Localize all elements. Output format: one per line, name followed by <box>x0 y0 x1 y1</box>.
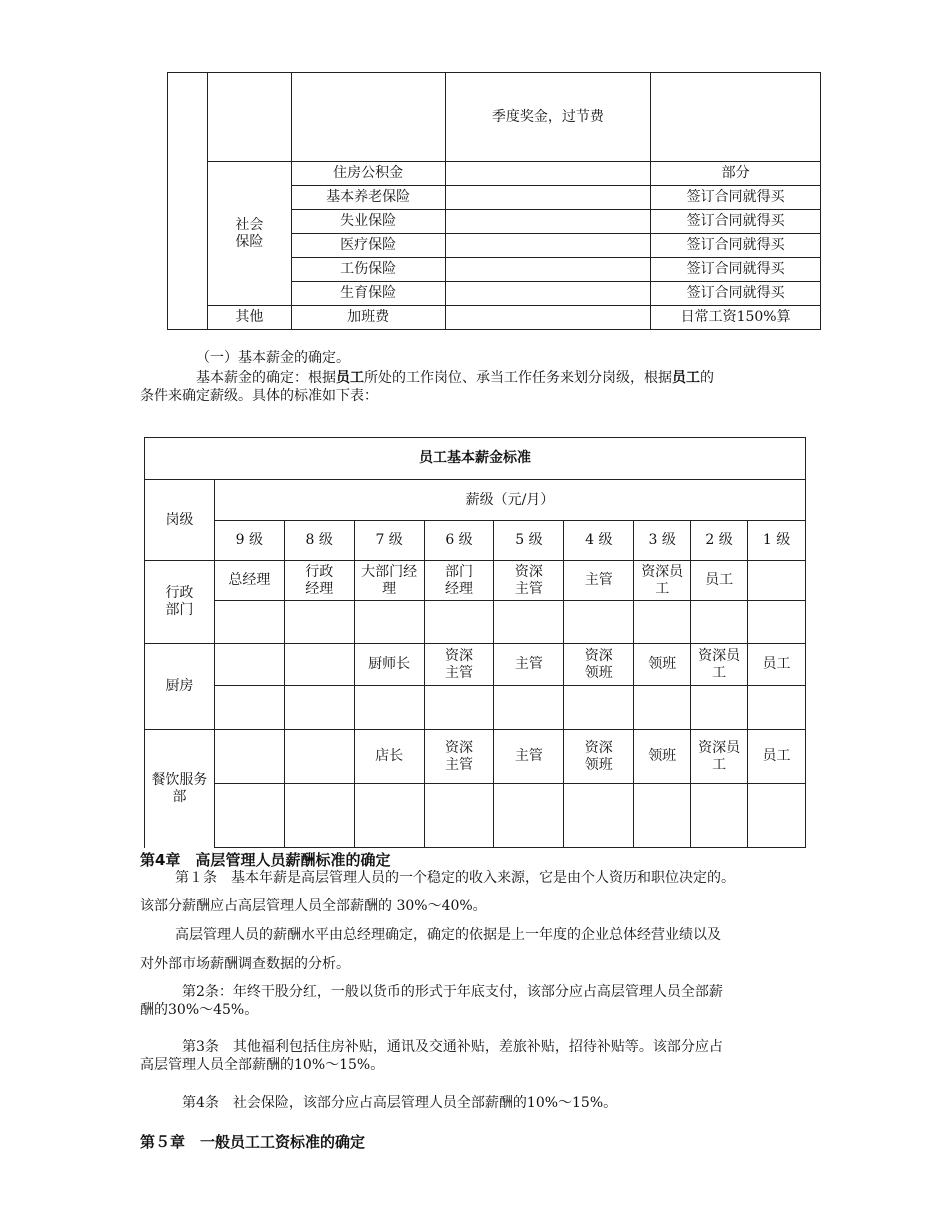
salary-cell <box>424 686 494 730</box>
section-paragraph-line: 条件来确定薪级。具体的标准如下表： <box>140 388 378 404</box>
article-1-line: 第１条 基本年薪是高层管理人员的一个稳定的收入来源，它是由个人资历和职位决定的。 <box>175 870 735 886</box>
grade-label: 5 级 <box>494 521 564 561</box>
salary-cell: 资深 主管 <box>494 561 564 601</box>
salary-cell <box>284 601 354 644</box>
salary-cell <box>214 686 284 730</box>
salary-cell: 总经理 <box>214 561 284 601</box>
table-title: 员工基本薪金标准 <box>145 438 806 480</box>
salary-cell <box>284 784 354 848</box>
salary-cell: 员工 <box>691 561 748 601</box>
salary-cell: 资深 领班 <box>564 644 634 686</box>
other-group: 其他 <box>207 306 291 330</box>
grade-header: 薪级（元/月） <box>214 480 805 521</box>
department-name: 行政 部门 <box>145 561 215 644</box>
grade-label: 8 级 <box>284 521 354 561</box>
salary-cell <box>284 644 354 686</box>
salary-standard-table <box>144 437 806 848</box>
salary-cell: 行政 经理 <box>284 561 354 601</box>
salary-cell <box>494 784 564 848</box>
salary-cell <box>564 686 634 730</box>
blank-left-column <box>168 73 208 330</box>
salary-cell: 员工 <box>748 730 806 784</box>
salary-cell: 主管 <box>494 644 564 686</box>
benefit-note: 部分 <box>651 162 821 186</box>
department-name: 厨房 <box>145 644 215 730</box>
grade-label: 3 级 <box>634 521 691 561</box>
salary-cell: 资深员 工 <box>691 644 748 686</box>
salary-cell <box>691 686 748 730</box>
article-1b-line: 高层管理人员的薪酬水平由总经理确定，确定的依据是上一年度的企业总体经营业绩以及 <box>175 927 721 943</box>
salary-cell <box>691 784 748 848</box>
benefit-note: 签订合同就得买 <box>651 234 821 258</box>
benefit-item: 生育保险 <box>291 282 445 306</box>
salary-cell <box>691 601 748 644</box>
grade-label: 7 级 <box>354 521 424 561</box>
benefit-item: 基本养老保险 <box>291 186 445 210</box>
grade-label: 9 级 <box>214 521 284 561</box>
salary-cell <box>354 601 424 644</box>
article-1b-line: 对外部市场薪酬调查数据的分析。 <box>140 956 350 972</box>
salary-cell <box>748 784 806 848</box>
salary-cell: 主管 <box>494 730 564 784</box>
grade-label: 4 级 <box>564 521 634 561</box>
grade-label: 2 级 <box>691 521 748 561</box>
benefit-item: 失业保险 <box>291 210 445 234</box>
section-heading: （一）基本薪金的确定。 <box>196 350 350 366</box>
salary-cell <box>748 601 806 644</box>
article-1-line: 该部分薪酬应占高层管理人员全部薪酬的 30%～40%。 <box>140 898 487 914</box>
grade-label: 6 级 <box>424 521 494 561</box>
salary-cell <box>424 784 494 848</box>
benefit-item: 加班费 <box>291 306 445 330</box>
chapter-4-title: 第4章 高层管理人员薪酬标准的确定 <box>140 851 391 869</box>
bonus-note: 季度奖金，过节费 <box>445 73 651 162</box>
salary-cell: 领班 <box>634 644 691 686</box>
salary-cell <box>748 561 806 601</box>
salary-cell: 店长 <box>354 730 424 784</box>
salary-cell <box>748 686 806 730</box>
salary-cell: 资深 主管 <box>424 730 494 784</box>
salary-cell <box>494 601 564 644</box>
salary-cell <box>284 730 354 784</box>
salary-cell <box>494 686 564 730</box>
salary-cell <box>354 686 424 730</box>
article-2-line: 酬的30%～45%。 <box>140 1002 259 1018</box>
salary-cell <box>214 644 284 686</box>
salary-cell: 员工 <box>748 644 806 686</box>
salary-cell <box>634 686 691 730</box>
salary-cell: 领班 <box>634 730 691 784</box>
salary-cell: 大部门经 理 <box>354 561 424 601</box>
benefits-table <box>167 72 821 330</box>
salary-cell: 资深 主管 <box>424 644 494 686</box>
salary-cell <box>284 686 354 730</box>
chapter-5-title: 第５章 一般员工工资标准的确定 <box>140 1133 366 1151</box>
benefit-note: 签订合同就得买 <box>651 186 821 210</box>
article-3-line: 高层管理人员全部薪酬的10%～15%。 <box>140 1057 385 1073</box>
benefit-item: 医疗保险 <box>291 234 445 258</box>
salary-cell <box>424 601 494 644</box>
salary-cell: 资深 领班 <box>564 730 634 784</box>
article-3-line: 第3条 其他福利包括住房补贴，通讯及交通补贴，差旅补贴，招待补贴等。该部分应占 <box>182 1039 723 1055</box>
salary-cell: 厨师长 <box>354 644 424 686</box>
benefit-note: 签订合同就得买 <box>651 258 821 282</box>
grade-label: 1 级 <box>748 521 806 561</box>
benefit-note: 签订合同就得买 <box>651 210 821 234</box>
salary-cell: 资深员 工 <box>634 561 691 601</box>
section-paragraph-line: 基本薪金的确定：根据员工所处的工作岗位、承当工作任务来划分岗级，根据员工的 <box>196 370 714 386</box>
department-name: 餐饮服务 部 <box>145 730 215 848</box>
salary-cell: 部门 经理 <box>424 561 494 601</box>
benefit-item: 住房公积金 <box>291 162 445 186</box>
benefit-note: 日常工资150%算 <box>651 306 821 330</box>
benefit-note: 签订合同就得买 <box>651 282 821 306</box>
salary-cell <box>564 784 634 848</box>
salary-cell <box>214 784 284 848</box>
salary-cell <box>214 730 284 784</box>
salary-cell: 主管 <box>564 561 634 601</box>
post-header: 岗级 <box>145 480 215 561</box>
department-rows <box>145 561 806 848</box>
salary-cell <box>634 601 691 644</box>
salary-cell <box>354 784 424 848</box>
benefit-item: 工伤保险 <box>291 258 445 282</box>
salary-cell <box>564 601 634 644</box>
article-4-line: 第4条 社会保险，该部分应占高层管理人员全部薪酬的10%～15%。 <box>182 1095 618 1111</box>
salary-cell: 资深员 工 <box>691 730 748 784</box>
salary-cell <box>214 601 284 644</box>
salary-cell <box>634 784 691 848</box>
social-insurance-group: 社会 保险 <box>207 162 291 306</box>
article-2-line: 第2条：年终干股分红，一般以货币的形式于年底支付，该部分应占高层管理人员全部薪 <box>182 984 723 1000</box>
